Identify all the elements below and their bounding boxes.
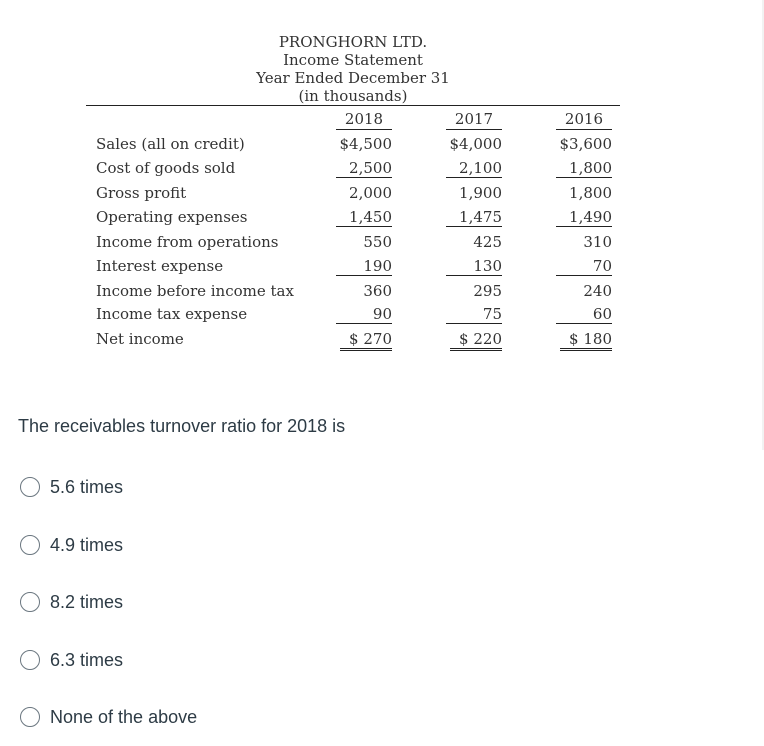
cell-2018: 2,000 bbox=[349, 184, 392, 202]
answer-option-3[interactable] bbox=[20, 590, 123, 614]
cell-2017: 1,900 bbox=[459, 184, 502, 202]
cell-2016: 1,490 bbox=[556, 208, 612, 227]
row-label: Operating expenses bbox=[96, 208, 248, 226]
cell-2018: 550 bbox=[363, 233, 392, 251]
cell-2017: 1,475 bbox=[446, 208, 502, 227]
cell-2018: 2,500 bbox=[336, 159, 392, 178]
row-label: Income before income tax bbox=[96, 282, 294, 300]
statement-units: (in thousands) bbox=[298, 87, 408, 105]
radio-button[interactable] bbox=[20, 477, 40, 497]
cell-2017: $4,000 bbox=[449, 135, 502, 153]
row-label: Income tax expense bbox=[96, 305, 248, 323]
income-statement bbox=[0, 0, 764, 360]
cell-2017: 425 bbox=[473, 233, 502, 251]
cell-2016: 1,800 bbox=[556, 159, 612, 178]
row-label: Income from operations bbox=[96, 233, 279, 251]
cell-2018: $ 270 bbox=[340, 330, 392, 351]
cell-2016: 1,800 bbox=[569, 184, 612, 202]
statement-title: Income Statement bbox=[283, 51, 423, 69]
column-header-2017: 2017 bbox=[446, 110, 502, 130]
row-label: Interest expense bbox=[96, 257, 224, 275]
cell-2018: 1,450 bbox=[336, 208, 392, 227]
answer-label: 4.9 times bbox=[50, 534, 124, 555]
radio-button[interactable] bbox=[20, 707, 40, 727]
cell-2018: 190 bbox=[336, 257, 392, 276]
cell-2018: 360 bbox=[363, 282, 392, 300]
company-name: PRONGHORN LTD. bbox=[278, 33, 428, 51]
cell-2017: 130 bbox=[446, 257, 502, 276]
answer-option-5[interactable] bbox=[20, 705, 197, 729]
cell-2016: 240 bbox=[583, 282, 612, 300]
row-label: Gross profit bbox=[96, 184, 187, 202]
answer-option-1[interactable] bbox=[20, 475, 123, 499]
answer-option-2[interactable] bbox=[20, 533, 123, 557]
row-label: Sales (all on credit) bbox=[96, 135, 245, 153]
cell-2017: 75 bbox=[446, 305, 502, 324]
cell-2017: $ 220 bbox=[450, 330, 502, 351]
cell-2016: 310 bbox=[583, 233, 612, 251]
cell-2016: $ 180 bbox=[560, 330, 612, 351]
cell-2016: 60 bbox=[556, 305, 612, 324]
cell-2017: 295 bbox=[473, 282, 502, 300]
statement-period: Year Ended December 31 bbox=[256, 69, 450, 87]
row-label: Cost of goods sold bbox=[96, 159, 236, 177]
row-label: Net income bbox=[96, 330, 184, 348]
radio-button[interactable] bbox=[20, 535, 40, 555]
answer-label: None of the above bbox=[50, 706, 198, 727]
cell-2016: 70 bbox=[556, 257, 612, 276]
answer-label: 6.3 times bbox=[50, 649, 124, 670]
cell-2018: $4,500 bbox=[339, 135, 392, 153]
cell-2016: $3,600 bbox=[559, 135, 612, 153]
column-header-2018: 2018 bbox=[336, 110, 392, 130]
cell-2018: 90 bbox=[336, 305, 392, 324]
header-rule bbox=[86, 105, 620, 106]
radio-button[interactable] bbox=[20, 650, 40, 670]
radio-button[interactable] bbox=[20, 592, 40, 612]
cell-2017: 2,100 bbox=[446, 159, 502, 178]
answer-label: 5.6 times bbox=[50, 476, 124, 497]
answer-option-4[interactable] bbox=[20, 648, 123, 672]
column-header-2016: 2016 bbox=[556, 110, 612, 130]
answer-label: 8.2 times bbox=[50, 591, 124, 612]
question-text: The receivables turnover ratio for 2018 is bbox=[18, 416, 346, 436]
